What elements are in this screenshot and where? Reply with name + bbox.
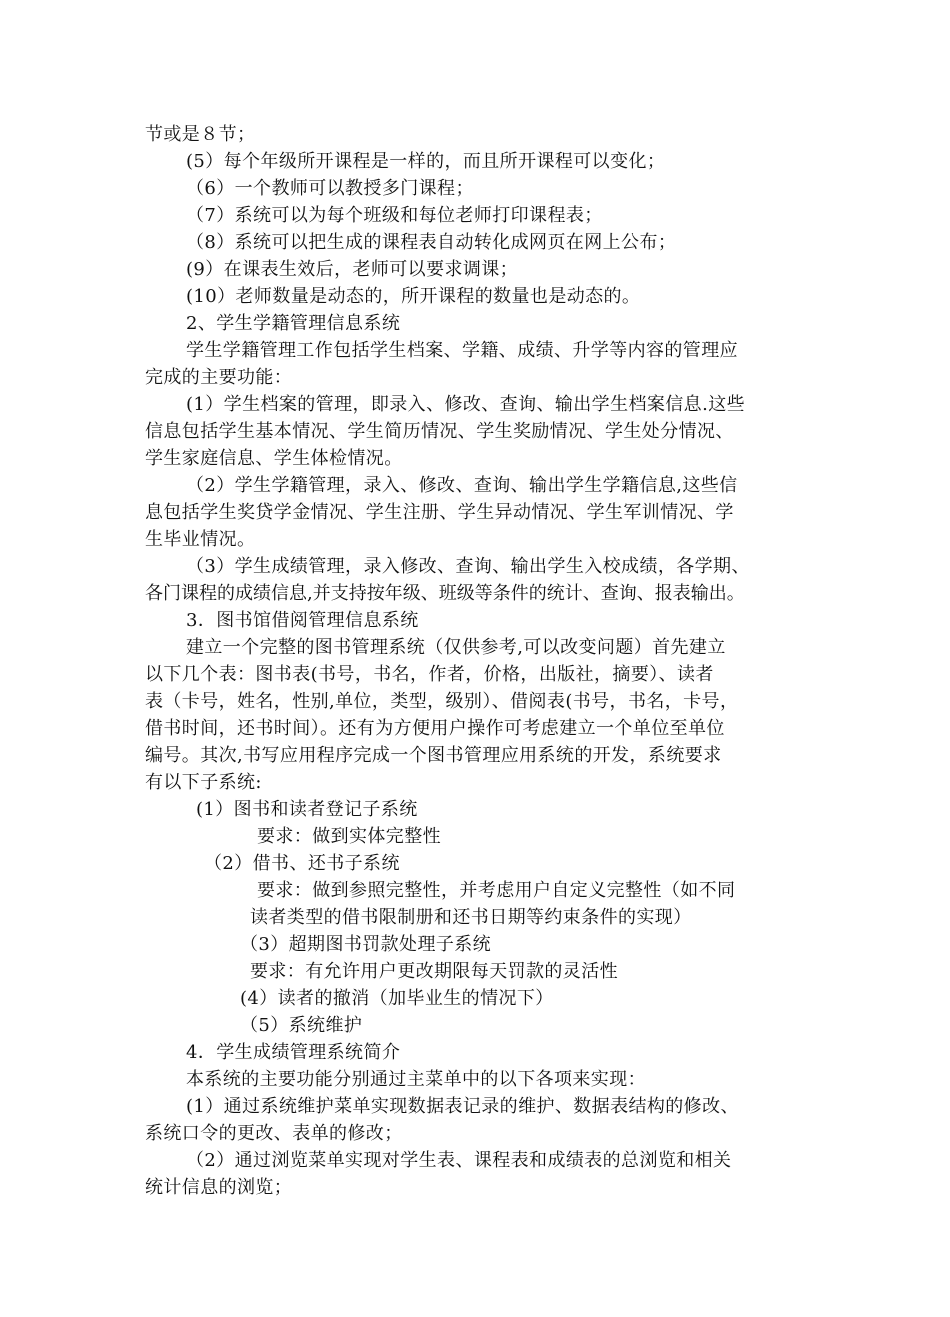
text-line: 要求：有允许用户更改期限每天罚款的灵活性 (250, 961, 618, 982)
text-line: （3）超期图书罚款处理子系统 (240, 934, 492, 955)
text-line: (1）学生档案的管理，即录入、修改、查询、输出学生档案信息.这些 (186, 394, 745, 415)
text-line: 要求：做到参照完整性，并考虑用户自定义完整性（如不同 (257, 880, 736, 901)
text-line: 学生学籍管理工作包括学生档案、学籍、成绩、升学等内容的管理应 (186, 340, 738, 361)
text-line: （3）学生成绩管理，录入修改、查询、输出学生入校成绩，各学期、 (186, 556, 750, 577)
text-line: 节或是８节； (145, 124, 256, 145)
text-line: (1）图书和读者登记子系统 (196, 799, 418, 820)
text-line: 要求：做到实体完整性 (257, 826, 441, 847)
text-line: （5）系统维护 (240, 1015, 363, 1036)
text-line: 本系统的主要功能分别通过主菜单中的以下各项来实现： (186, 1069, 646, 1090)
text-line: 各门课程的成绩信息,并支持按年级、班级等条件的统计、查询、报表输出。 (145, 583, 745, 604)
text-line: 编号。其次,书写应用程序完成一个图书管理应用系统的开发，系统要求 (145, 745, 722, 766)
text-line: （7）系统可以为每个班级和每位老师打印课程表； (186, 205, 603, 226)
text-line: （2）学生学籍管理，录入、修改、查询、输出学生学籍信息,这些信 (186, 475, 738, 496)
text-line: (9）在课表生效后，老师可以要求调课； (186, 259, 519, 280)
text-line: （2）借书、还书子系统 (204, 853, 400, 874)
text-line: （6）一个教师可以教授多门课程； (186, 178, 474, 199)
text-line: 读者类型的借书限制册和还书日期等约束条件的实现） (250, 907, 692, 928)
text-line: 有以下子系统: (145, 772, 262, 793)
text-line: 息包括学生奖贷学金情况、学生注册、学生异动情况、学生军训情况、学 (145, 502, 734, 523)
text-line: 完成的主要功能： (145, 367, 293, 388)
text-line: (1）通过系统维护菜单实现数据表记录的维护、数据表结构的修改、 (186, 1096, 739, 1117)
text-line: (4）读者的撤消（加毕业生的情况下） (240, 988, 554, 1009)
text-line: 表（卡号，姓名，性别,单位，类型，级别）、借阅表(书号，书名，卡号， (145, 691, 739, 712)
text-line: 借书时间，还书时间）。还有为方便用户操作可考虑建立一个单位至单位 (145, 718, 725, 739)
section-heading: 3．图书馆借阅管理信息系统 (186, 610, 419, 631)
text-line: 统计信息的浏览； (145, 1177, 293, 1198)
text-line: 系统口令的更改、表单的修改； (145, 1123, 403, 1144)
text-line: (10）老师数量是动态的，所开课程的数量也是动态的。 (186, 286, 641, 307)
text-line: (5）每个年级所开课程是一样的，而且所开课程可以变化； (186, 151, 666, 172)
text-line: 学生家庭信息、学生体检情况。 (145, 448, 403, 469)
text-line: 信息包括学生基本情况、学生简历情况、学生奖励情况、学生处分情况、 (145, 421, 734, 442)
section-heading: 2、学生学籍管理信息系统 (186, 313, 401, 334)
text-line: 建立一个完整的图书管理系统（仅供参考,可以改变问题）首先建立 (186, 637, 726, 658)
text-line: （2）通过浏览菜单实现对学生表、课程表和成绩表的总浏览和相关 (186, 1150, 732, 1171)
text-line: （8）系统可以把生成的课程表自动转化成网页在网上公布； (186, 232, 677, 253)
section-heading: 4．学生成绩管理系统简介 (186, 1042, 401, 1063)
text-line: 生毕业情况。 (145, 529, 256, 550)
text-line: 以下几个表：图书表(书号，书名，作者，价格，出版社，摘要）、读者 (145, 664, 714, 685)
